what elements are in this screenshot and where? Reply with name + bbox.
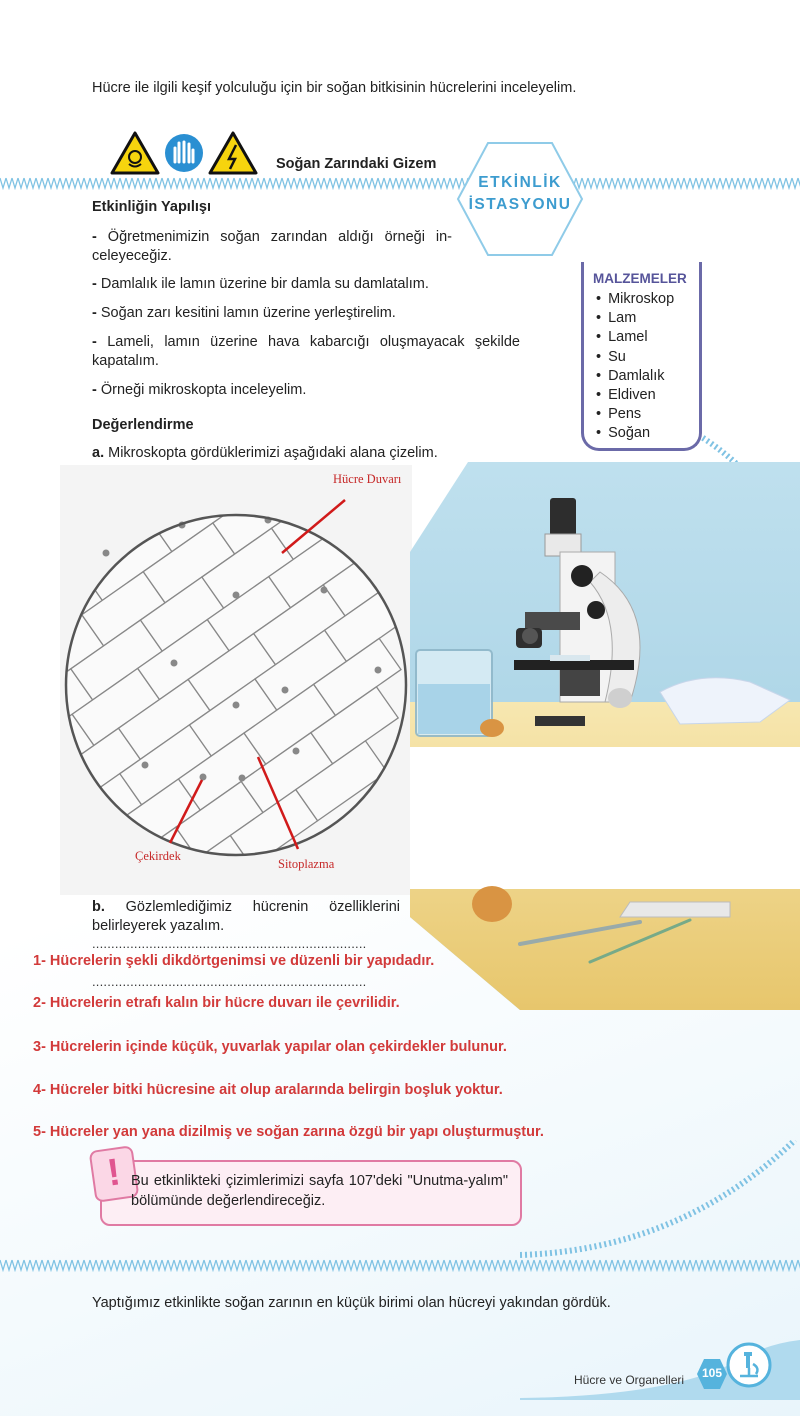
activity-station-label: [455, 172, 585, 216]
procedure-step: [92, 333, 520, 371]
answer-line: 3- Hücrelerin içinde küçük, yuvarlak yapılar olan çekirdekler bulunur.: [33, 1039, 507, 1055]
attention-icon: !: [89, 1145, 140, 1203]
evaluation-item-a: [92, 444, 512, 463]
cytoplasm-label: Sitoplazma: [278, 857, 335, 871]
intro-text: Hücre ile ilgili keşif yolculuğu için bir soğan bitkisinin hücrelerini inceleyelim.: [92, 80, 577, 96]
procedure-step: [92, 304, 522, 323]
mask-safety-icon: [110, 131, 160, 175]
step-dash: -: [92, 382, 97, 398]
item-b-label: b.: [92, 899, 105, 915]
onion-image-small: [480, 719, 504, 737]
material-item: • Pens: [596, 405, 674, 424]
answer-line: 4- Hücreler bitki hücresine ait olup aralarında belirgin boşluk yoktur.: [33, 1082, 503, 1098]
item-a-label: a.: [92, 445, 105, 461]
nucleus-label: Çekirdek: [135, 849, 181, 863]
electric-hazard-icon: [208, 131, 258, 175]
step-dash: -: [92, 334, 97, 350]
step-text: Örneği mikroskopta inceleyelim.: [96, 382, 307, 398]
nucleus-dot: [142, 762, 149, 769]
microscope-icon: [726, 1342, 772, 1388]
note-text: Bu etkinlikteki çizimlerimizi sayfa 107'deki "Unutma-yalım" bölümünde değerlendireceğiz.: [131, 1173, 508, 1209]
nucleus-dot: [171, 660, 178, 667]
bottom-wavy-divider: [0, 1258, 800, 1272]
station-line-2: İSTASYONU: [468, 196, 572, 213]
decorative-curve: [520, 1140, 800, 1260]
answer-dotted-line: ........................................................................: [92, 936, 367, 951]
material-item: • Damlalık: [596, 367, 674, 386]
step-dash: -: [92, 276, 97, 292]
closing-text: Yaptığımız etkinlikte soğan zarının en küçük birimi olan hücreyi yakından gördük.: [92, 1295, 611, 1311]
answer-line: 1- Hücrelerin şekli dikdörtgenimsi ve düzenli bir yapıdadır.: [33, 953, 435, 969]
step-text: Soğan zarı kesitini lamın üzerine yerleştirelim.: [96, 305, 396, 321]
step-text: Damlalık ile lamın üzerine bir damla su damlatalım.: [96, 276, 429, 292]
nucleus-dot: [103, 550, 110, 557]
material-item: • Lam: [596, 309, 674, 328]
step-text: Öğretmenimizin soğan zarından aldığı örneği in-celeyeceğiz.: [92, 229, 452, 264]
nucleus-dot: [321, 587, 328, 594]
nucleus-dot: [233, 702, 240, 709]
step-dash: -: [92, 229, 97, 245]
answer-dotted-line: ........................................................................: [92, 974, 367, 989]
nucleus-dot: [233, 592, 240, 599]
nucleus-dot: [200, 774, 207, 781]
page-number: 105: [701, 1366, 723, 1380]
procedure-step: [92, 381, 522, 400]
procedure-step: [92, 228, 452, 266]
item-a-text: Mikroskopta gördüklerimizi aşağıdaki alana çizelim.: [104, 445, 438, 461]
answer-line: 5- Hücreler yan yana dizilmiş ve soğan zarına özgü bir yapı oluşturmuştur.: [33, 1124, 544, 1140]
onion-image: [472, 886, 512, 922]
nucleus-dot: [293, 748, 300, 755]
step-dash: -: [92, 305, 97, 321]
materials-list: [596, 290, 674, 444]
onion-cell-drawing: [60, 465, 412, 895]
cell-wall-label: Hücre Duvarı: [333, 472, 402, 486]
material-item: • Mikroskop: [596, 290, 674, 309]
nucleus-dot: [375, 667, 382, 674]
activity-title: Soğan Zarındaki Gizem: [276, 156, 437, 172]
procedure-heading: Etkinliğin Yapılışı: [92, 199, 211, 215]
evaluation-item-b: [92, 898, 400, 936]
gloves-safety-icon: [164, 131, 204, 175]
nucleus-dot: [239, 775, 246, 782]
procedure-step: [92, 275, 522, 294]
water-beaker: [416, 650, 492, 736]
material-item: • Lamel: [596, 328, 674, 347]
material-item: • Eldiven: [596, 386, 674, 405]
material-item: • Su: [596, 348, 674, 367]
lab-equipment-illustration: [410, 462, 800, 1010]
top-wavy-divider: [0, 176, 800, 190]
material-item: • Soğan: [596, 424, 674, 443]
chapter-name: Hücre ve Organelleri: [574, 1373, 685, 1387]
nucleus-dot: [282, 687, 289, 694]
station-line-1: ETKİNLİK: [478, 174, 562, 191]
step-text: Lameli, lamın üzerine hava kabarcığı oluşmayacak şekilde kapatalım.: [92, 334, 520, 369]
item-b-text: Gözlemlediğimiz hücrenin özelliklerini belirleyerek yazalım.: [92, 899, 400, 934]
answer-line: 2- Hücrelerin etrafı kalın bir hücre duvarı ile çevrilidir.: [33, 995, 400, 1011]
evaluation-heading: Değerlendirme: [92, 417, 194, 433]
safety-icons: [110, 131, 258, 175]
white-occlusion: [410, 747, 800, 889]
materials-title: MALZEMELER: [593, 271, 687, 286]
